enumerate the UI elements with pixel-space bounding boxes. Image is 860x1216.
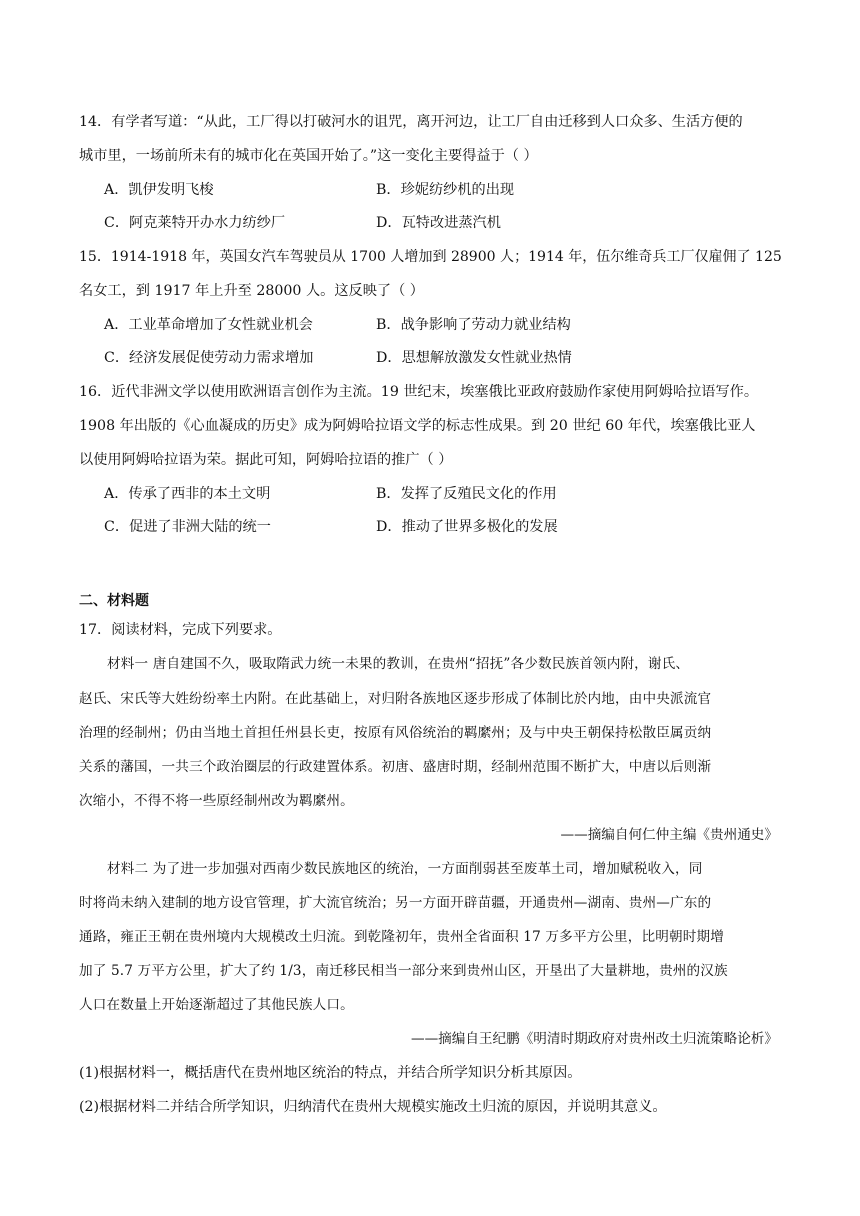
material2-line: 时将尚未纳入建制的地方设官管理，扩大流官统治；另一方面开辟苗疆，开通贵州—湖南、贵州—广东的 [79,895,712,911]
q16-stem-line3: 以使用阿姆哈拉语为荣。据此可知，阿姆哈拉语的推广（ ） [79,452,453,468]
material2-line: 通路，雍正王朝在贵州境内大规模改土归流。到乾隆初年，贵州全省面积 17 万多平方公里，比明朝时期增 [79,929,725,945]
q16-option-b: B．发挥了反殖民文化的作用 [376,486,557,502]
material1-line: 材料一 唐自建国不久，吸取隋武力统一未果的教训，在贵州“招抚”各少数民族首领内附，谢氏、 [107,656,690,672]
q16-option-d: D．推动了世界多极化的发展 [376,519,558,535]
q14-option-a: A．凯伊发明飞梭 [104,182,214,198]
material2-source: ——摘编自王纪鹏《明清时期政府对贵州改土归流策略论析》 [410,1031,778,1047]
material2-line: 加了 5.7 万平方公里，扩大了约 1/3，南迁移民相当一部分来到贵州山区，开垦出了大量耕地，贵州的汉族 [79,963,728,979]
q14-stem-line2: 城市里，一场前所未有的城市化在英国开始了。”这一变化主要得益于（ ） [79,148,538,164]
material1-line: 次缩小，不得不将一些原经制州改为羁縻州。 [79,793,354,809]
q15-option-b: B．战争影响了劳动力就业结构 [376,317,571,333]
q16-option-a: A．传承了西非的本土文明 [104,486,271,502]
q14-stem-line1: 14．有学者写道：“从此，工厂得以打破河水的诅咒，离开河边，让工厂自由迁移到人口众多、生活方便的 [79,114,743,130]
q16-stem-line2: 1908 年出版的《心血凝成的历史》成为阿姆哈拉语文学的标志性成果。到 20 世纪 60 年代，埃塞俄比亚人 [79,418,756,434]
q14-option-b: B．珍妮纺纱机的出现 [376,182,515,198]
q15-option-a: A．工业革命增加了女性就业机会 [104,317,313,333]
q15-option-c: C．经济发展促使劳动力需求增加 [104,350,314,366]
q17-subquestion-2: (2)根据材料二并结合所学知识，归纳清代在贵州大规模实施改土归流的原因，并说明其意义。 [79,1099,667,1115]
material1-line: 赵氏、宋氏等大姓纷纷率土内附。在此基础上，对归附各族地区逐步形成了体制比於内地，由中央派流官 [79,691,712,707]
q15-stem-line2: 名女工，到 1917 年上升至 28000 人。这反映了（ ） [79,283,424,299]
q16-stem-line1: 16．近代非洲文学以使用欧洲语言创作为主流。19 世纪末，埃塞俄比亚政府鼓励作家使用阿姆哈拉语写作。 [79,384,759,400]
material2-line: 人口在数量上开始逐渐超过了其他民族人口。 [79,997,354,1013]
q14-option-d: D．瓦特改进蒸汽机 [376,215,501,231]
section-heading: 二、材料题 [79,593,149,609]
material1-source: ——摘编自何仁仲主编《贵州通史》 [560,827,778,843]
q17-subquestion-1: (1)根据材料一，概括唐代在贵州地区统治的特点，并结合所学知识分析其原因。 [79,1065,582,1081]
q16-option-c: C．促进了非洲大陆的统一 [104,519,271,535]
q15-option-d: D．思想解放激发女性就业热情 [376,350,572,366]
q15-stem-line1: 15．1914-1918 年，英国女汽车驾驶员从 1700 人增加到 28900 人；1914 年，伍尔维奇兵工厂仅雇佣了 125 [79,249,782,265]
material2-line: 材料二 为了进一步加强对西南少数民族地区的统治，一方面削弱甚至废革土司，增加赋税收入，同 [107,861,703,877]
material1-line: 治理的经制州；仍由当地土首担任州县长吏，按原有风俗统治的羁縻州；及与中央王朝保持松散臣属贡纳 [79,725,712,741]
q14-option-c: C．阿克莱特开办水力纺纱厂 [104,215,286,231]
q17-intro: 17．阅读材料，完成下列要求。 [79,622,282,638]
material1-line: 关系的藩国，一共三个政治圈层的行政建置体系。初唐、盛唐时期，经制州范围不断扩大，中唐以后则渐 [79,759,712,775]
